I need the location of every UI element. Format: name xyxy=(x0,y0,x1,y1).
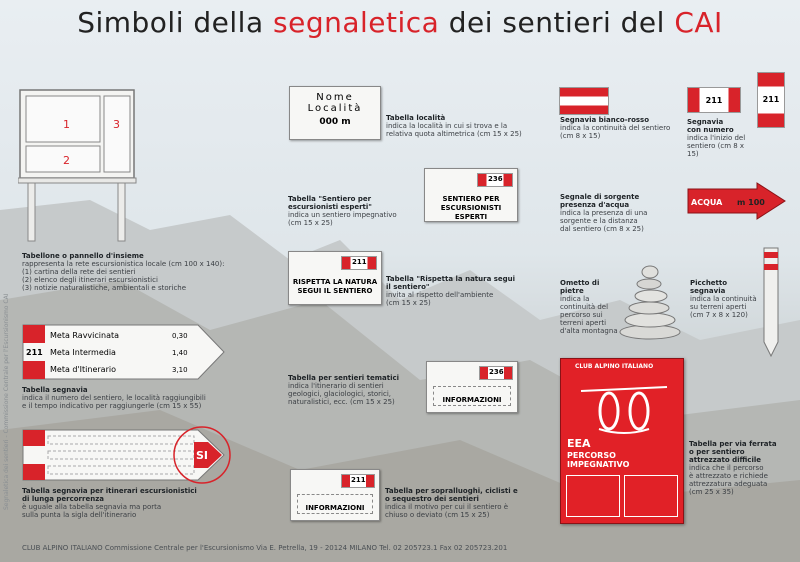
eea-club-name: CLUB ALPINO ITALIANO xyxy=(575,363,654,370)
cairn-caption: Ometto di pietre indica la continuità del percorso sui terreni aperti d'alta montagna xyxy=(560,279,618,335)
carabiner-icon xyxy=(579,381,669,437)
marker-stake xyxy=(762,246,784,358)
themed-sign-label: INFORMAZIONI xyxy=(442,396,502,404)
direction-caption: Tabella segnavia indica il numero del sentiero, le località raggiungibili e il tempo indicativo per raggiungerle (cm 15 x 55) xyxy=(22,386,206,410)
board-label-3: 3 xyxy=(113,118,120,131)
expert-sign-number: 236 xyxy=(488,175,503,183)
board-caption: Tabellone o pannello d'insieme rappresenta la rete escursionistica locale (cm 100 x 140): (1) cartina della rete dei sentieri (2) elenco degli itinerari escursionistici (3) notizie naturalistiche, ambientali e storiche xyxy=(22,252,225,292)
side-note: Segnaletica dei sentieri - Commissione Centrale per l'Escursionismo CAI xyxy=(3,293,10,510)
direction-time-2: 1,40 xyxy=(172,349,188,357)
themed-caption: Tabella per sentieri tematici indica l'itinerario di sentieri geologici, glaciologici, storici, naturalistici, ecc. (cm 15 x 25) xyxy=(288,374,400,406)
water-caption: Segnale di sorgente presenza d'acqua indica la presenza di una sorgente e la distanza dal sentiero (cm 8 x 25) xyxy=(560,193,648,233)
stone-cairn xyxy=(617,258,683,340)
long-route-caption: Tabella segnavia per itinerari escursionistici di lunga percorrenza è uguale alla tabella segnavia ma porta sulla punta la sigla dell'itinerario xyxy=(22,487,197,519)
respect-sign-number: 211 xyxy=(352,258,367,266)
info-sign-label: INFORMAZIONI xyxy=(305,504,365,512)
poster-title: Simboli della segnaletica dei sentieri del CAI xyxy=(77,6,723,39)
locality-sign xyxy=(289,86,381,140)
eea-text: PERCORSO IMPEGNATIVO xyxy=(567,451,630,469)
numbered-mark-number: 211 xyxy=(705,96,723,105)
locality-caption: Tabella località indica la località in cui si trova e la relativa quota altimetrica (cm 15 x 25) xyxy=(386,114,522,138)
info-sign-number: 211 xyxy=(351,476,366,484)
water-sign-distance: m 100 xyxy=(737,198,765,207)
water-sign xyxy=(687,182,787,220)
direction-sign xyxy=(22,324,226,380)
direction-row-2: Meta Intermedia xyxy=(50,348,116,357)
board-label-1: 1 xyxy=(63,118,70,131)
themed-sign xyxy=(426,361,518,413)
numbered-mark-vertical xyxy=(757,72,785,128)
stake-caption: Picchetto segnavia indica la continuità su terreni aperti (cm 7 x 8 x 120) xyxy=(690,279,757,319)
direction-row-3: Meta d'Itinerario xyxy=(50,365,116,374)
direction-time-1: 0,30 xyxy=(172,332,188,340)
white-red-mark-caption: Segnavia bianco-rosso indica la continuità del sentiero (cm 8 x 15) xyxy=(560,116,671,140)
overview-board xyxy=(18,88,140,243)
footer: CLUB ALPINO ITALIANO Commissione Centrale per l'Escursionismo Via E. Petrella, 19 - 20124 MILANO Tel. 02 205723.1 Fax 02 205723.201 xyxy=(22,544,508,552)
direction-time-3: 3,10 xyxy=(172,366,188,374)
respect-caption: Tabella "Rispetta la natura segui il sentiero" invita al rispetto dell'ambiente (cm 15 x 25) xyxy=(386,275,516,307)
eea-code: EEA xyxy=(567,437,591,450)
info-caption: Tabella per sopralluoghi, ciclisti e o sequestro dei sentieri indica il motivo per cui il sentiero è chiuso o deviato (cm 15 x 25) xyxy=(385,487,518,519)
locality-name: Nome xyxy=(316,92,354,103)
respect-sign xyxy=(288,251,382,305)
direction-row-1: Meta Ravvicinata xyxy=(50,331,120,340)
numbered-mark-vertical-number: 211 xyxy=(762,95,780,104)
info-sign xyxy=(290,469,380,521)
numbered-mark-caption: Segnavia con numero indica l'inizio del sentiero (cm 8 x 15) xyxy=(687,118,746,158)
respect-sign-text: RISPETTA LA NATURA SEGUI IL SENTIERO xyxy=(292,278,378,295)
locality-altitude: 000 m xyxy=(319,117,351,127)
long-route-label: SI xyxy=(196,449,209,462)
direction-number: 211 xyxy=(26,348,43,357)
white-red-mark xyxy=(559,87,609,115)
water-sign-label: ACQUA xyxy=(691,198,723,207)
eea-caption: Tabella per via ferrata o per sentiero attrezzato difficile indica che il percorso è attrezzato e richiede attrezzatura adeguata (cm 25 x 35) xyxy=(689,440,777,496)
expert-sign xyxy=(424,168,518,222)
eea-sign xyxy=(560,358,684,524)
long-route-sign xyxy=(22,424,232,486)
numbered-mark xyxy=(687,87,741,113)
locality-place: Località xyxy=(307,103,363,114)
expert-sign-text: SENTIERO PER ESCURSIONISTI ESPERTI xyxy=(440,195,502,221)
themed-sign-number: 236 xyxy=(489,368,504,376)
board-label-2: 2 xyxy=(63,154,70,167)
expert-caption: Tabella "Sentiero per escursionisti esperti" indica un sentiero impegnativo (cm 15 x 25) xyxy=(288,195,397,227)
